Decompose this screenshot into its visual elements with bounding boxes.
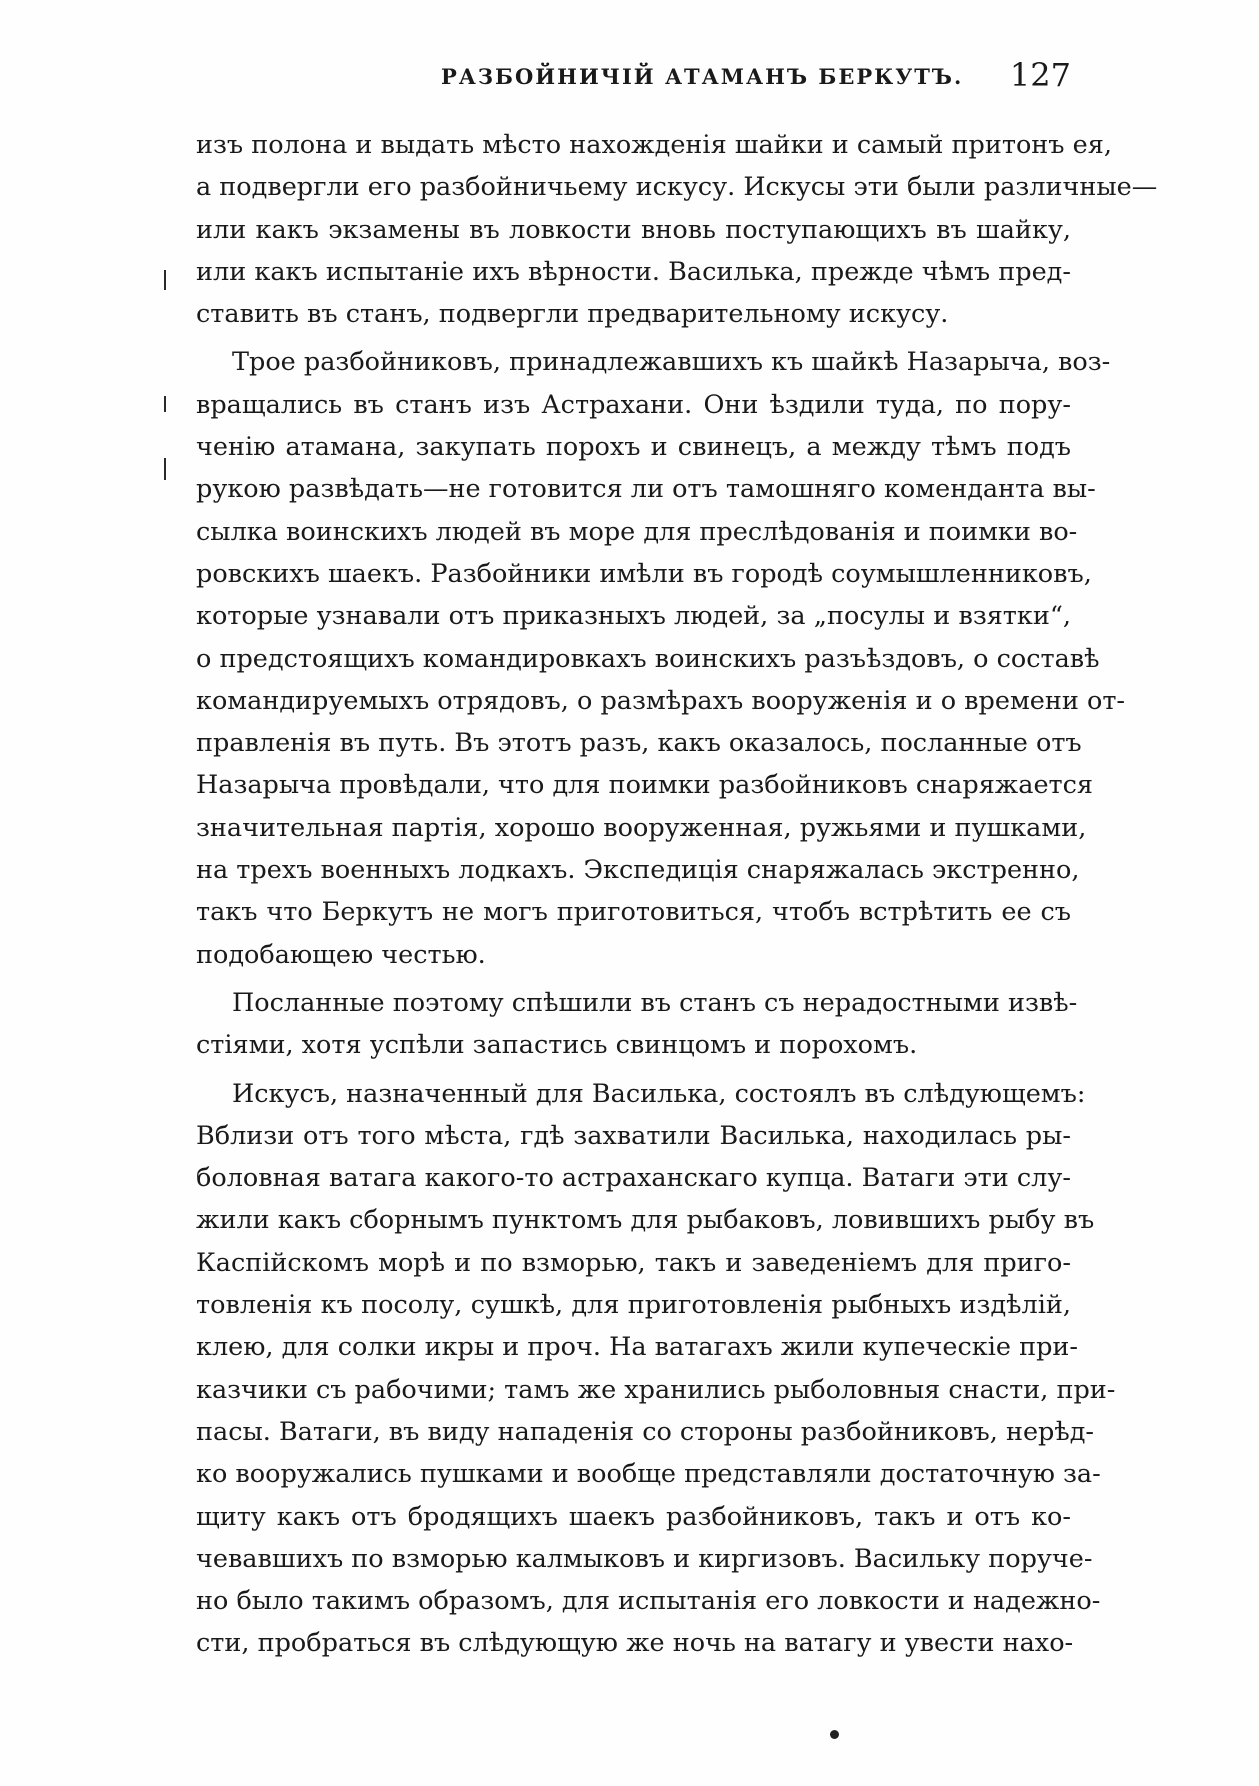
text-line: Назарыча провѣдали, что для поимки разбойниковъ снаряжается	[196, 770, 1094, 801]
text-line: клею, для солки икры и проч. На ватагахъ жили купеческіе при-	[196, 1332, 1079, 1363]
text-line: пасы. Ватаги, въ виду нападенія со стороны разбойниковъ, нерѣд-	[196, 1416, 1095, 1447]
text-line: рукою развѣдать—не готовится ли отъ тамошняго коменданта вы-	[196, 474, 1096, 505]
text-line: боловная ватага какого-то астраханскаго купца. Ватаги эти слу-	[196, 1163, 1071, 1194]
text-line: жили какъ сборнымъ пунктомъ для рыбаковъ, ловившихъ рыбу въ	[196, 1205, 1095, 1236]
text-line: сылка воинскихъ людей въ море для преслѣдованія и поимки во-	[196, 516, 1078, 547]
text-line: вращались въ станъ изъ Астрахани. Они ѣздили туда, по пору-	[196, 389, 1071, 420]
text-line: Каспійскомъ морѣ и по взморью, такъ и заведеніемъ для приго-	[196, 1247, 1071, 1278]
text-line: стіями, хотя успѣли запастись свинцомъ и порохомъ.	[196, 1030, 918, 1061]
page-header	[196, 56, 1071, 100]
paragraph	[196, 341, 1126, 975]
text-line: сти, пробраться въ слѣдующую же ночь на ватагу и увести нахо-	[196, 1628, 1074, 1659]
body-text	[196, 124, 1158, 1671]
text-line: ставить въ станъ, подвергли предварительному искусу.	[196, 299, 949, 330]
running-title: РАЗБОЙНИЧІЙ АТАМАНЪ БЕРКУТЪ.	[441, 64, 964, 89]
margin-mark	[164, 458, 166, 480]
ink-spot	[830, 1730, 839, 1739]
paragraph	[196, 1073, 1116, 1665]
text-line: Посланные поэтому спѣшили въ станъ съ нерадостными извѣ-	[232, 987, 1078, 1018]
text-line: на трехъ военныхъ лодкахъ. Экспедиція снаряжалась экстренно,	[196, 855, 1080, 886]
text-line: Трое разбойниковъ, принадлежавшихъ къ шайкѣ Назарыча, воз-	[232, 347, 1111, 378]
text-line: чевавшихъ по взморью калмыковъ и киргизовъ. Васильку поруче-	[196, 1543, 1093, 1574]
text-line: значительная партія, хорошо вооруженная, ружьями и пушками,	[196, 812, 1087, 843]
text-line: а подвергли его разбойничьему искусу. Искусы эти были различные—	[196, 172, 1158, 203]
text-line: или какъ экзамены въ ловкости вновь поступающихъ въ шайку,	[196, 214, 1071, 245]
text-line: или какъ испытаніе ихъ вѣрности. Василька, прежде чѣмъ пред-	[196, 256, 1071, 287]
paragraph	[196, 124, 1158, 335]
text-line: о предстоящихъ командировкахъ воинскихъ разъѣздовъ, о составѣ	[196, 643, 1100, 674]
text-line: ченію атамана, закупать порохъ и свинецъ, а между тѣмъ подъ	[196, 432, 1071, 463]
text-line: правленія въ путь. Въ этотъ разъ, какъ оказалось, посланные отъ	[196, 728, 1082, 759]
margin-mark	[164, 270, 166, 290]
text-line: щиту какъ отъ бродящихъ шаекъ разбойниковъ, такъ и отъ ко-	[196, 1501, 1071, 1532]
text-line: которые узнавали отъ приказныхъ людей, за „посулы и взятки“,	[196, 601, 1071, 632]
margin-mark	[164, 396, 166, 412]
text-line: подобающею честью.	[196, 939, 486, 970]
text-line: ровскихъ шаекъ. Разбойники имѣли въ городѣ соумышленниковъ,	[196, 558, 1092, 589]
text-line: товленія къ посолу, сушкѣ, для приготовленія рыбныхъ издѣлій,	[196, 1290, 1071, 1321]
text-line: казчики съ рабочими; тамъ же хранились рыболовныя снасти, при-	[196, 1374, 1116, 1405]
text-line: командируемыхъ отрядовъ, о размѣрахъ вооруженія и о времени от-	[196, 685, 1126, 716]
page-number: 127	[1009, 56, 1071, 94]
text-line: такъ что Беркутъ не могъ приготовиться, чтобъ встрѣтить ее съ	[196, 897, 1071, 928]
text-line: но было такимъ образомъ, для испытанія его ловкости и надежно-	[196, 1586, 1101, 1617]
text-line: ко вооружались пушками и вообще представляли достаточную за-	[196, 1459, 1101, 1490]
text-line: Вблизи отъ того мѣста, гдѣ захватили Василька, находилась ры-	[196, 1120, 1071, 1151]
text-line: Искусъ, назначенный для Василька, состоялъ въ слѣдующемъ:	[232, 1078, 1086, 1109]
text-line: изъ полона и выдать мѣсто нахожденія шайки и самый притонъ ея,	[196, 130, 1112, 160]
paragraph	[196, 982, 1078, 1067]
